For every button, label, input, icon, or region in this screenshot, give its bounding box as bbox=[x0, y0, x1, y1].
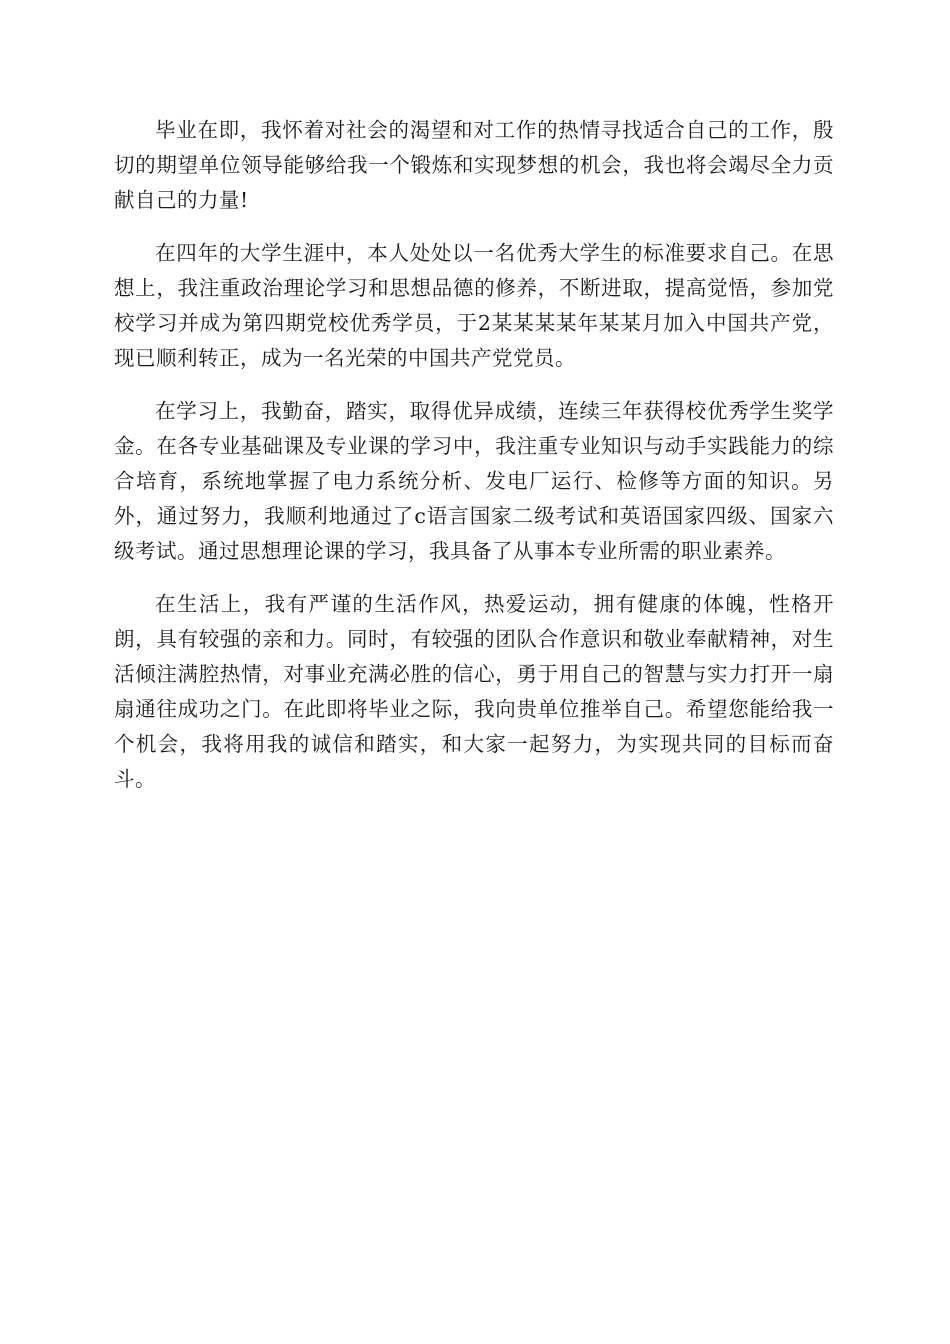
paragraph-ideology: 在四年的大学生涯中，本人处处以一名优秀大学生的标准要求自己。在思想上，我注重政治理论学习和思想品德的修养，不断进取，提高觉悟，参加党校学习并成为第四期党校优秀学员，于2某某某某年某某月加入中国共产党，现已顺利转正，成为一名光荣的中国共产党党员。 bbox=[114, 241, 834, 370]
paragraph-life: 在生活上，我有严谨的生活作风，热爱运动，拥有健康的体魄，性格开朗，具有较强的亲和力。同时，有较强的团队合作意识和敬业奉献精神，对生活倾注满腔热情，对事业充满必胜的信心，勇于用自己的智慧与实力打开一扇扇通往成功之门。在此即将毕业之际，我向贵单位推举自己。希望您能给我一个机会，我将用我的诚信和踏实，和大家一起努力，为实现共同的目标而奋斗。 bbox=[114, 592, 834, 791]
paragraph-study: 在学习上，我勤奋，踏实，取得优异成绩，连续三年获得校优秀学生奖学金。在各专业基础课及专业课的学习中，我注重专业知识与动手实践能力的综合培育，系统地掌握了电力系统分析、发电厂运行、检修等方面的知识。另外，通过努力，我顺利地通过了c语言国家二级考试和英语国家四级、国家六级考试。通过思想理论课的学习，我具备了从事本专业所需的职业素养。 bbox=[114, 399, 834, 563]
paragraph-graduation: 毕业在即，我怀着对社会的渴望和对工作的热情寻找适合自己的工作，殷切的期望单位领导能够给我一个锻炼和实现梦想的机会，我也将会竭尽全力贡献自己的力量! bbox=[114, 118, 834, 212]
document-body bbox=[114, 113, 834, 815]
